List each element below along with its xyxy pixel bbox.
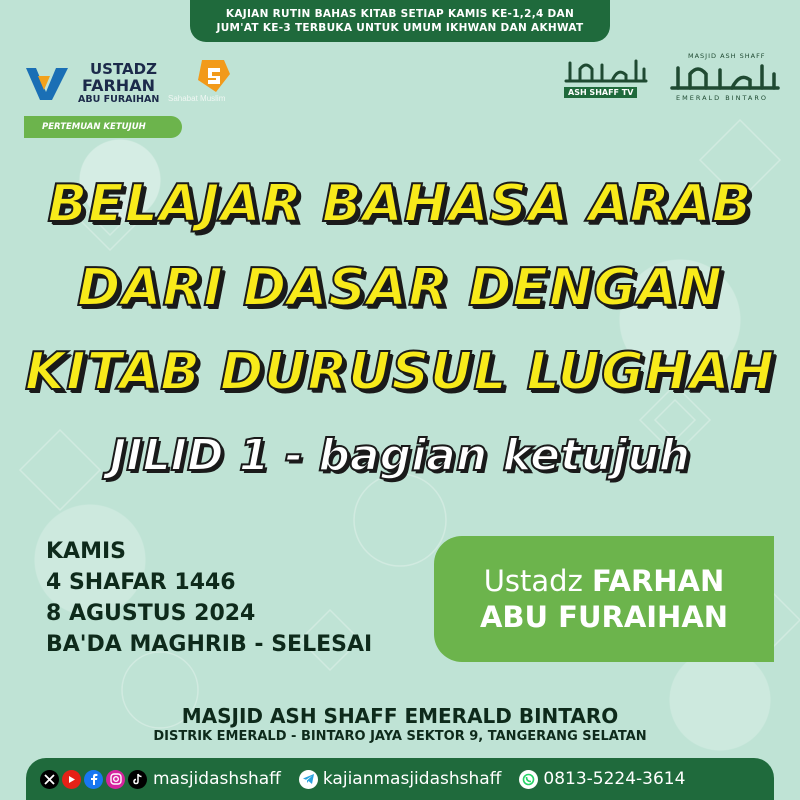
telegram-icon[interactable] bbox=[299, 770, 318, 789]
title-line-2: DARI DASAR DENGAN bbox=[77, 258, 723, 318]
masjid-logo-bottom-text: EMERALD BINTARO bbox=[676, 94, 768, 102]
ash-shaff-arabic-calligraphy-icon bbox=[560, 55, 652, 87]
speaker-line-1 bbox=[484, 563, 725, 599]
top-banner-line1: KAJIAN RUTIN BAHAS KITAB SETIAP KAMIS KE-1,2,4 DAN bbox=[225, 8, 575, 20]
ustadz-farhan-logo bbox=[24, 58, 184, 108]
title-line-1: BELAJAR BAHASA ARAB bbox=[47, 174, 753, 234]
speaker-prefix: Ustadz bbox=[483, 564, 583, 598]
footer-bar bbox=[26, 758, 774, 800]
whatsapp-group bbox=[519, 769, 685, 789]
ash-shaff-tv-tag: ASH SHAFF TV bbox=[564, 87, 637, 98]
schedule-time: BA'DA MAGHRIB - SELESAI bbox=[46, 632, 373, 657]
speaker-name-line1: FARHAN bbox=[592, 564, 725, 598]
meeting-tag: PERTEMUAN KETUJUH bbox=[24, 116, 182, 138]
farhan-logo-line2: FARHAN bbox=[82, 76, 155, 95]
venue-address: DISTRIK EMERALD - BINTARO JAYA SEKTOR 9, TANGERANG SELATAN bbox=[153, 729, 647, 744]
social-handle[interactable]: masjidashshaff bbox=[153, 769, 281, 789]
farhan-logo-mark-icon bbox=[24, 62, 72, 102]
sahabat-muslim-label: Sahabat Muslim bbox=[168, 94, 226, 103]
instagram-icon[interactable] bbox=[106, 770, 125, 789]
masjid-arabic-calligraphy-icon bbox=[666, 62, 784, 92]
tiktok-icon[interactable] bbox=[128, 770, 147, 789]
sahabat-muslim-mark-icon bbox=[194, 56, 234, 94]
farhan-logo-line1: USTADZ bbox=[90, 60, 157, 78]
whatsapp-icon[interactable] bbox=[519, 770, 538, 789]
schedule-block bbox=[46, 536, 372, 660]
speaker-name-line2: ABU FURAIHAN bbox=[479, 600, 729, 634]
sahabat-muslim-logo bbox=[166, 56, 256, 106]
title-subtitle: JILID 1 - bagian ketujuh bbox=[109, 430, 691, 481]
masjid-ash-shaff-logo bbox=[666, 52, 784, 104]
social-icons bbox=[40, 770, 147, 789]
venue-name: MASJID ASH SHAFF EMERALD BINTARO bbox=[181, 704, 619, 728]
title-line-3: KITAB DURUSUL LUGHAH bbox=[24, 342, 776, 402]
schedule-day: KAMIS bbox=[46, 539, 126, 564]
social-media-group bbox=[40, 769, 281, 789]
facebook-icon[interactable] bbox=[84, 770, 103, 789]
whatsapp-number[interactable]: 0813-5224-3614 bbox=[543, 769, 686, 789]
top-banner-line2: JUM'AT KE-3 TERBUKA UNTUK UMUM IKHWAN DAN AKHWAT bbox=[216, 22, 584, 34]
farhan-logo-line3: ABU FURAIHAN bbox=[78, 94, 160, 105]
masjid-logo-top-text: MASJID ASH SHAFF bbox=[688, 52, 766, 60]
schedule-hijri-date: 4 SHAFAR 1446 bbox=[46, 570, 236, 595]
telegram-handle[interactable]: kajianmasjidashshaff bbox=[322, 769, 502, 789]
top-banner bbox=[190, 0, 610, 42]
youtube-icon[interactable] bbox=[62, 770, 81, 789]
ash-shaff-tv-logo bbox=[560, 55, 652, 103]
x-icon[interactable] bbox=[40, 770, 59, 789]
speaker-box bbox=[434, 536, 774, 662]
venue-block bbox=[0, 704, 800, 746]
telegram-group bbox=[299, 769, 501, 789]
schedule-gregorian-date: 8 AGUSTUS 2024 bbox=[46, 601, 256, 626]
